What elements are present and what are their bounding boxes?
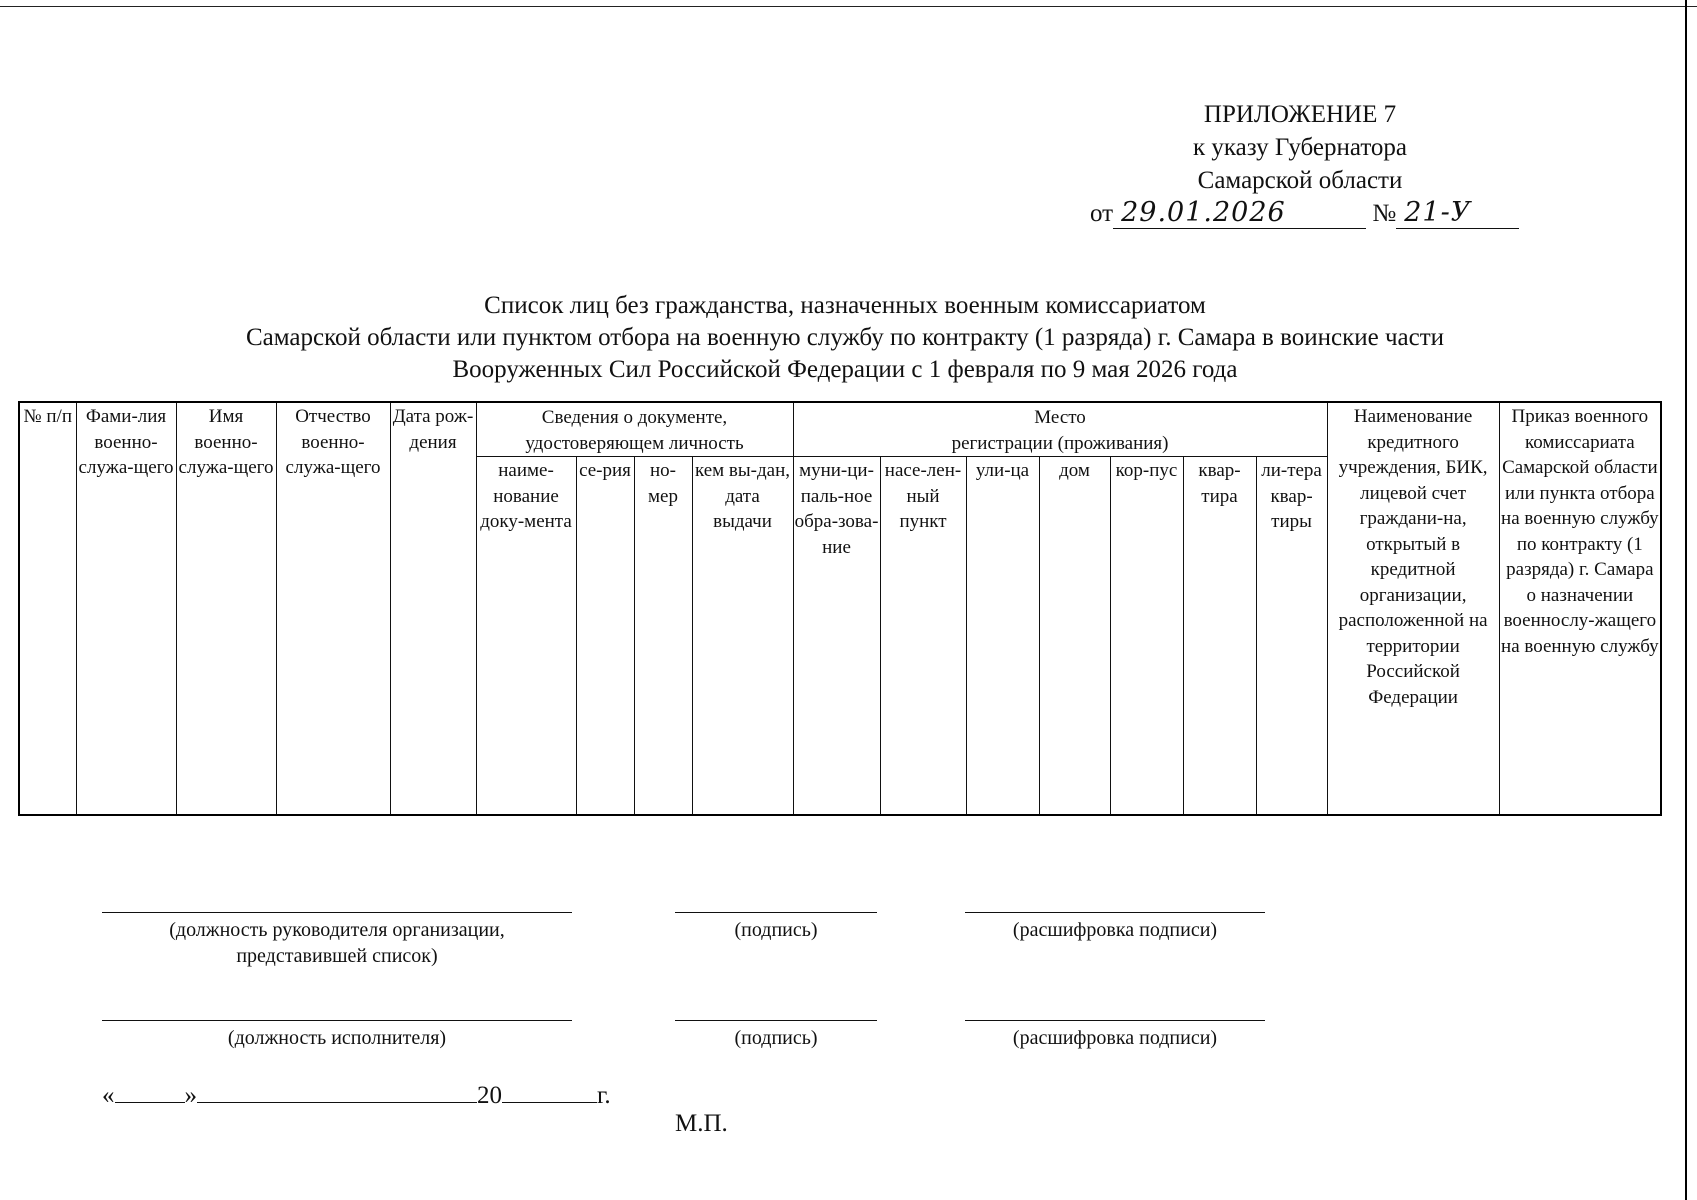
col-header-doc-number: но-мер xyxy=(634,457,692,815)
col-header-doc-issuer: кем вы-дан, дата выдачи xyxy=(692,457,793,815)
date-fill-line xyxy=(102,1080,611,1110)
col-header-surname: Фами-лия военно-служа-щего xyxy=(76,402,176,815)
sig-decoding-2 xyxy=(965,1020,1265,1051)
scan-edge-right xyxy=(1685,0,1687,1200)
year-prefix: 20 xyxy=(477,1082,502,1109)
day-blank xyxy=(115,1080,185,1103)
sig-head-position xyxy=(102,912,572,969)
number-handwritten: 21-У xyxy=(1404,197,1472,228)
registration-label-1: Место xyxy=(1034,407,1086,428)
appendix-header xyxy=(1090,98,1510,230)
year-suffix: г. xyxy=(597,1082,611,1109)
decoding-caption-2: (расшифровка подписи) xyxy=(1012,1027,1218,1049)
col-header-birth-date: Дата рож-дения xyxy=(390,402,476,815)
title-line-2: Самарской области или пунктом отбора на военную службу по контракту (1 разряда) г. Самара в воинские части xyxy=(245,324,1445,351)
col-header-name: Имя военно-служа-щего xyxy=(176,402,276,815)
signature-caption-2: (подпись) xyxy=(734,1027,818,1049)
sig-line xyxy=(102,912,572,913)
title-line-1: Список лиц без гражданства, назначенных военным комиссариатом xyxy=(484,292,1206,319)
registration-label-2: регистрации (проживания) xyxy=(951,432,1169,454)
close-quote: » xyxy=(184,1082,197,1109)
appendix-title: ПРИЛОЖЕНИЕ 7 xyxy=(1203,101,1397,128)
col-header-street: ули-ца xyxy=(966,457,1039,815)
sig-line xyxy=(675,912,877,913)
date-handwritten: 29.01.2026 xyxy=(1121,197,1286,228)
sig-decoding-1 xyxy=(965,912,1265,943)
date-field xyxy=(1113,199,1366,229)
number-prefix: № xyxy=(1372,200,1397,227)
decoding-caption: (расшифровка подписи) xyxy=(1012,919,1218,941)
col-header-number: № п/п xyxy=(19,402,76,815)
col-header-doc-name: наиме-нование доку-мента xyxy=(476,457,576,815)
title-line-3: Вооруженных Сил Российской Федерации с 1 февраля по 9 мая 2026 года xyxy=(452,356,1238,383)
col-group-identity-document: Сведения о документе, удостоверяющем личность xyxy=(476,402,793,457)
appendix-region: Самарской области xyxy=(1197,167,1403,194)
open-quote: « xyxy=(102,1082,115,1109)
col-header-municipality: муни-ци-паль-ное обра-зова-ние xyxy=(793,457,880,815)
month-blank xyxy=(197,1080,477,1103)
sig-line xyxy=(965,1020,1265,1021)
number-field xyxy=(1396,199,1519,229)
head-position-caption: (должность руководителя организации, представившей список) xyxy=(169,919,505,967)
sig-executor-position xyxy=(102,1020,572,1051)
signature-caption: (подпись) xyxy=(734,919,818,941)
col-header-bank: Наименование кредитного учреждения, БИК, лицевой счет граждани-на, открытый в кредитной организации, расположенной на территории Российской Федерации xyxy=(1327,402,1499,815)
col-group-registration xyxy=(793,402,1327,457)
col-header-doc-series: се-рия xyxy=(576,457,634,815)
sig-signature-2 xyxy=(675,1020,877,1051)
sig-line xyxy=(965,912,1265,913)
appendix-decree: к указу Губернатора xyxy=(1192,134,1408,161)
col-header-patronymic: Отчество военно-служа-щего xyxy=(276,402,390,815)
date-prefix: от xyxy=(1090,200,1114,227)
col-header-apartment-letter: ли-тера квар-тиры xyxy=(1256,457,1327,815)
col-header-locality: насе-лен-ный пункт xyxy=(880,457,966,815)
col-header-apartment: квар-тира xyxy=(1183,457,1256,815)
sig-signature-1 xyxy=(675,912,877,943)
year-blank xyxy=(502,1080,597,1103)
scan-edge-top xyxy=(0,6,1697,7)
appendix-date-number-line xyxy=(1090,197,1519,230)
col-header-order: Приказ военного комиссариата Самарской области или пункта отбора на военную службу по контракту (1 разряда) г. Самара о назначении военнослу-жащего на военную службу xyxy=(1499,402,1661,815)
sig-line xyxy=(675,1020,877,1021)
col-header-building: кор-пус xyxy=(1110,457,1183,815)
sig-line xyxy=(102,1020,572,1021)
executor-position-caption: (должность исполнителя) xyxy=(227,1027,447,1049)
stamp-place: М.П. xyxy=(675,1110,728,1137)
document-title xyxy=(40,290,1650,386)
personnel-list-table xyxy=(18,401,1662,816)
col-header-house: дом xyxy=(1039,457,1110,815)
